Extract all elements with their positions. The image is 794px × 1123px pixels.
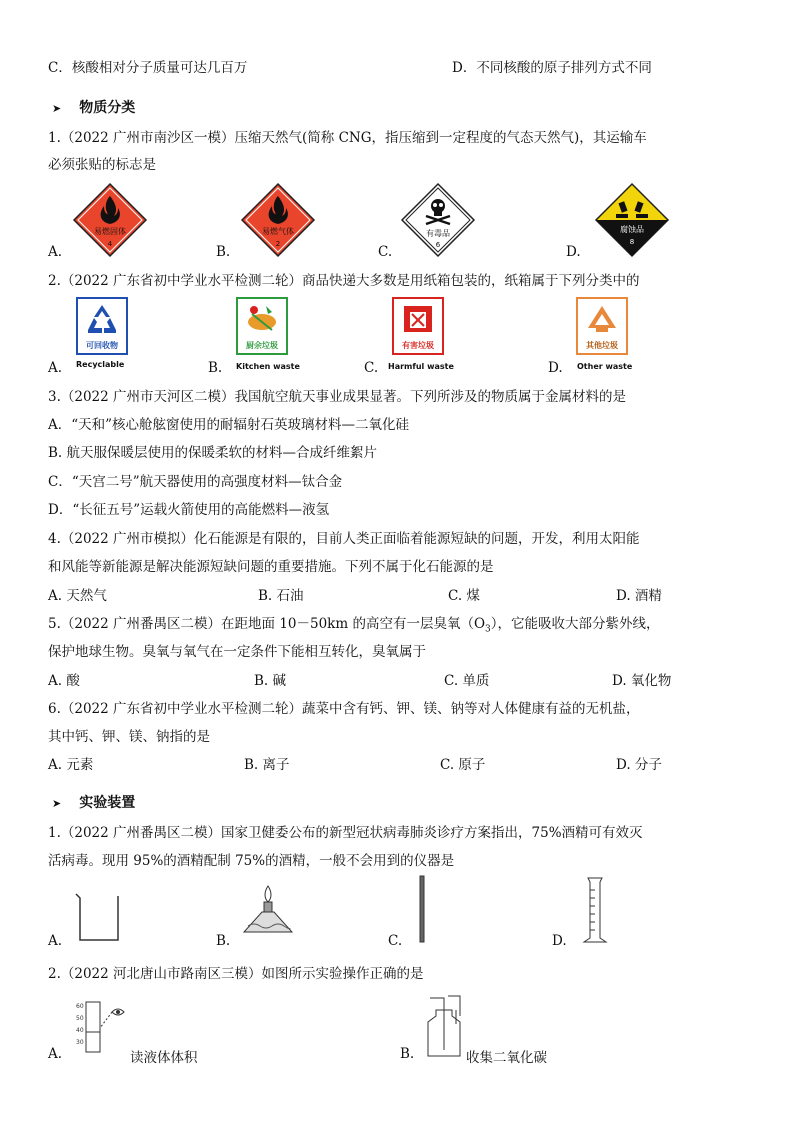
other-waste-bin [576,297,628,355]
recyclable-bin [76,297,128,355]
option-c: C．核酸相对分子质量可达几百万 [48,60,248,76]
option-label: D. [548,360,563,376]
sign-num: 6 [435,241,441,249]
q1-line2: 必须张贴的标志是 [48,157,156,173]
q5-line2: 保护地球生物。臭氧与氧气在一定条件下能相互转化，臭氧属于 [48,644,426,660]
tick-label: 40 [76,1027,84,1034]
glass-rod-icon [414,874,430,944]
q3-option-d: D．“长征五号”运载火箭使用的高能燃料—液氢 [48,502,330,518]
option-label: B. [216,244,231,260]
gas-bottle-icon [422,994,466,1060]
q2-line: 2.（2022 广东省初中学业水平检测二轮）商品快递大多数是用纸箱包装的，纸箱属于下列分类中的 [48,273,640,289]
sign-text: 腐蚀品 [620,225,644,234]
q4-option-d: D. 酒精 [616,588,662,604]
read-volume-icon [74,998,130,1058]
fishbone-icon [242,302,282,336]
q6-option-a: A. 元素 [48,757,94,773]
q5-line1-a: 5.（2022 广州番禺区二模）在距地面 10－50km 的高空有一层臭氧（O [48,616,486,632]
option-label: B. [208,360,223,376]
corrosive-sign [594,182,670,258]
option-label: C. [364,360,379,376]
sign-num: 2 [275,240,281,248]
q3-option-a: A．“天和”核心舱舷窗使用的耐辐射石英玻璃材料—二氧化硅 [48,417,410,433]
arrow-icon: ➤ [52,102,62,115]
q5-line1-b: ），它能吸收大部分紫外线， [490,616,660,632]
option-label: A. [48,933,63,949]
measuring-cylinder-icon [580,876,610,946]
bin-label-en: Harmful waste [388,362,454,371]
flammable-gas-sign [240,182,316,258]
eye-icon [100,1009,124,1028]
recycle-icon [82,302,122,336]
option-label: D. [552,933,567,949]
bin-label-cn: 有害垃圾 [402,341,434,350]
q6-option-d: D. 分子 [616,757,662,773]
sign-num: 4 [107,240,113,248]
bin-label-cn: 可回收物 [86,341,118,350]
q5-option-c: C. 单质 [444,673,490,689]
sign-text: 易燃气体 [262,227,294,236]
tick-label: 60 [76,1003,84,1010]
e2-b-text: 收集二氧化碳 [466,1050,547,1066]
section-apparatus [52,792,135,812]
harmful-waste-bin [392,297,444,355]
q3-option-b: B. 航天服保暖层使用的保暖柔软的材料—合成纤维絮片 [48,445,378,461]
flammable-solid-sign [72,182,148,258]
q4-line1: 4.（2022 广州市模拟）化石能源是有限的，目前人类正面临着能源短缺的问题，开发，利用太阳能 [48,531,640,547]
e1-line1: 1.（2022 广州番禺区二模）国家卫健委公布的新型冠状病毒肺炎诊疗方案指出，75%酒精可有效灭 [48,825,643,841]
option-label: B. [216,933,231,949]
q5-option-b: B. 碱 [254,673,287,689]
bin-label-en: Recyclable [76,360,125,369]
q3-stem: 3.（2022 广州市天河区二模）我国航空航天事业成果显著。下列所涉及的物质属于金属材料的是 [48,389,627,405]
section-classify [52,97,135,117]
tick-label: 50 [76,1015,84,1022]
sign-text: 易燃固体 [94,227,126,236]
bin-label-en: Other waste [577,362,633,371]
q5-option-a: A. 酸 [48,673,80,689]
option-label: A. [48,244,63,260]
q3-option-c: C．“天宫二号”航天器使用的高强度材料—钛合金 [48,474,343,490]
harmful-icon [398,302,438,336]
option-label: A. [48,360,63,376]
q6-option-c: C. 原子 [440,757,486,773]
other-waste-icon [582,302,622,336]
sign-num: 8 [629,238,635,246]
q6-line1: 6.（2022 广东省初中学业水平检测二轮）蔬菜中含有钙、钾、镁、钠等对人体健康有益的无机盐， [48,701,640,717]
q4-option-a: A. 天然气 [48,588,107,604]
q5-option-d: D. 氧化物 [612,673,672,689]
q5-line1 [48,612,660,635]
tick-label: 30 [76,1039,84,1046]
option-label: C. [378,244,393,260]
e2-line: 2.（2022 河北唐山市路南区三模）如图所示实验操作正确的是 [48,966,424,982]
option-label: C. [388,933,403,949]
bin-label-cn: 厨余垃圾 [246,341,278,350]
beaker-icon [72,890,126,944]
sign-text: 有毒品 [426,229,450,238]
option-label: D. [566,244,581,260]
bin-label-cn: 其他垃圾 [586,341,618,350]
q6-option-b: B. 离子 [244,757,290,773]
option-label: B. [400,1046,415,1062]
e2-a-text: 读液体体积 [130,1050,198,1066]
section-title: 实验装置 [79,795,136,811]
section-title: 物质分类 [79,100,136,116]
bin-label-en: Kitchen waste [236,362,300,371]
q1-line1: 1.（2022 广州市南沙区一模）压缩天然气(简称 CNG，指压缩到一定程度的气态天然气)，其运输车 [48,130,647,146]
arrow-icon: ➤ [52,797,62,810]
q4-option-b: B. 石油 [258,588,304,604]
option-label: A. [48,1046,63,1062]
toxic-sign [400,182,476,258]
option-d: D．不同核酸的原子排列方式不同 [452,60,652,76]
e1-line2: 活病毒。现用 95%的酒精配制 75%的酒精，一般不会用到的仪器是 [48,853,455,869]
q5-subscript: 3 [485,624,491,635]
q4-option-c: C. 煤 [448,588,480,604]
q6-line2: 其中钙、钾、镁、钠指的是 [48,729,210,745]
kitchen-waste-bin [236,297,288,355]
q4-line2: 和风能等新能源是解决能源短缺问题的重要措施。下列不属于化石能源的是 [48,559,494,575]
alcohol-lamp-icon [240,884,296,944]
